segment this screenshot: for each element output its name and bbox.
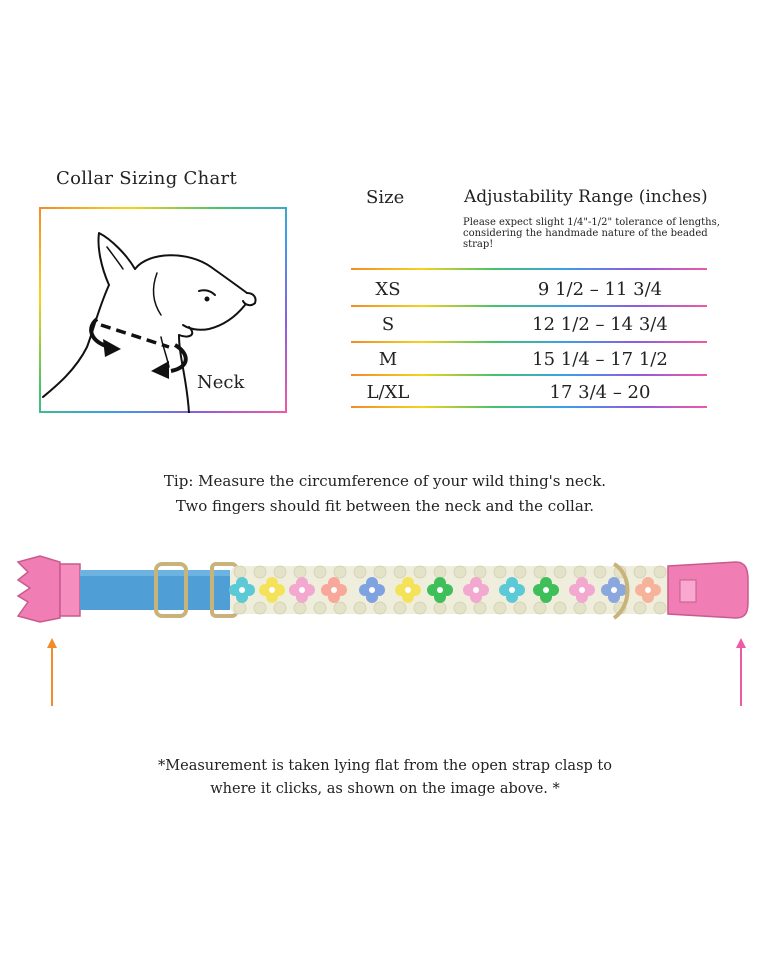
right-buckle	[668, 562, 748, 618]
range-cell: 12 1/2 – 14 3/4	[532, 314, 668, 335]
size-column-header: Size	[366, 187, 405, 208]
measurement-line	[47, 638, 746, 706]
size-cell: M	[378, 349, 398, 370]
collar-illustration	[0, 540, 770, 720]
left-buckle	[18, 556, 80, 622]
range-column-header: Adjustability Range (inches)	[464, 187, 708, 207]
range-cell: 9 1/2 – 11 3/4	[537, 279, 663, 300]
tip-line-1: Tip: Measure the circumference of your wild thing's neck.	[163, 472, 607, 490]
size-cell: L/XL	[366, 382, 410, 403]
neck-label: Neck	[197, 372, 245, 393]
table-divider	[351, 341, 707, 343]
tolerance-note: Please expect slight 1/4"-1/2" tolerance of lengths, considering the handmade nature of the beaded strap!	[463, 217, 720, 250]
size-cell: S	[381, 314, 395, 335]
size-cell: XS	[375, 279, 401, 300]
dog-neck-illustration	[39, 207, 287, 413]
table-divider	[351, 305, 707, 307]
table-divider	[351, 374, 707, 376]
chart-title: Collar Sizing Chart	[56, 168, 237, 189]
range-cell: 17 3/4 – 20	[549, 382, 651, 403]
tip-line-2: Two fingers should fit between the neck and the collar.	[175, 497, 595, 515]
table-divider	[351, 406, 707, 408]
footnote-line-2: where it clicks, as shown on the image above. *	[210, 781, 560, 797]
footnote-line-1: *Measurement is taken lying flat from the open strap clasp to	[158, 758, 612, 774]
beaded-strap	[229, 564, 670, 618]
range-cell: 15 1/4 – 17 1/2	[532, 349, 668, 370]
table-divider	[351, 268, 707, 270]
